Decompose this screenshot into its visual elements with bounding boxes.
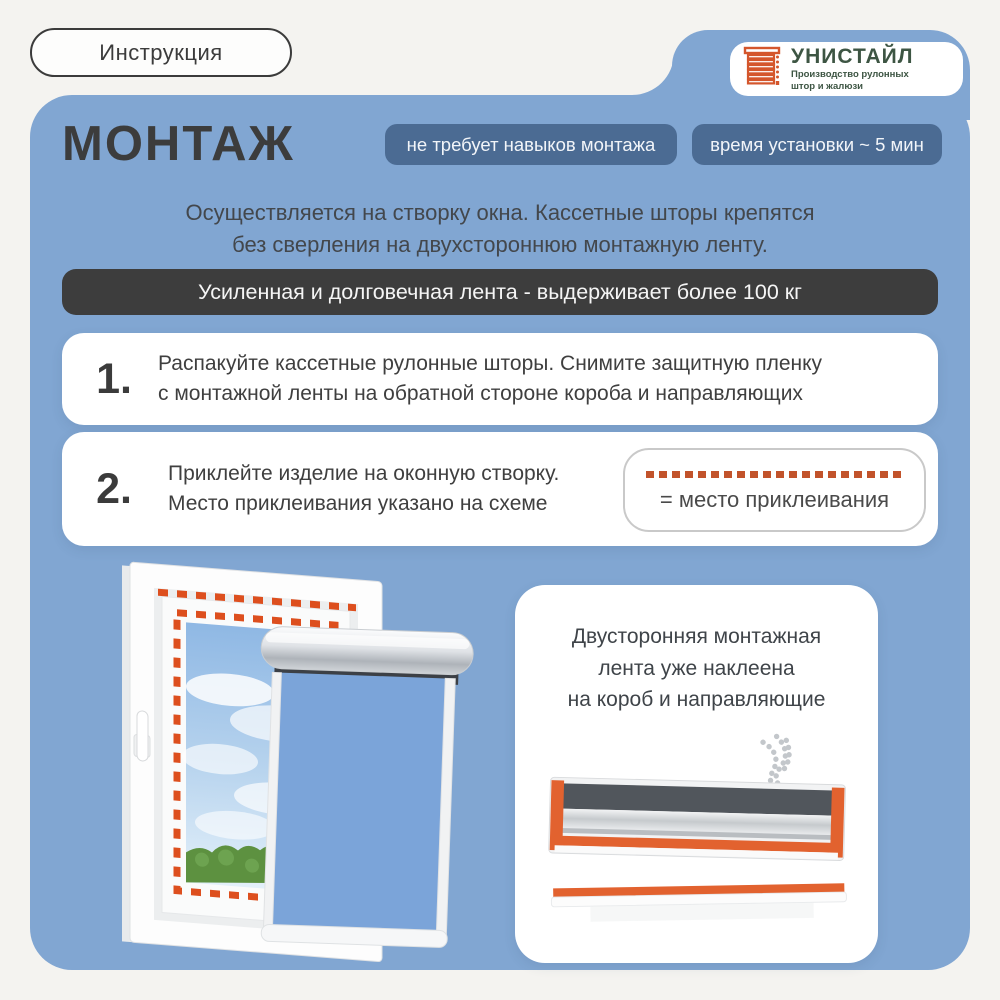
tape-note-text: [515, 621, 878, 716]
step-2-line-2: Место приклеивания указано на схеме: [168, 492, 548, 515]
instruction-label: Инструкция: [99, 39, 223, 65]
intro-paragraph: [80, 197, 920, 262]
step-2-number: 2.: [96, 464, 132, 513]
roller-blind: [251, 626, 474, 948]
badge-no-skills-label: не требует навыков монтажа: [406, 133, 656, 155]
step-1-number: 1.: [96, 354, 132, 403]
intro-line-2: без сверления на двухстороннюю монтажную ленту.: [232, 232, 768, 258]
tape-dash-line: [646, 471, 904, 478]
glue-legend-label: = место приклеивания: [659, 487, 890, 512]
tape-note-line-1: Двусторонняя монтажная: [571, 625, 822, 648]
brand-name: УНИСТАЙЛ: [791, 45, 914, 69]
step-2-text: [168, 459, 559, 520]
cassette-back-illustration: [532, 730, 862, 935]
instruction-pill: [30, 28, 292, 77]
guide-rail: [551, 883, 847, 922]
step-1-line-1: Распакуйте кассетные рулонные шторы. Снимите защитную пленку: [158, 351, 823, 375]
intro-line-1: Осуществляется на створку окна. Кассетные шторы крепятся: [185, 200, 815, 225]
step-2-line-1: Приклейте изделие на оконную створку.: [168, 461, 560, 485]
brand-subtitle-line2: штор и жалюзи: [791, 80, 864, 92]
glue-legend-box: [623, 448, 926, 532]
tape-note-line-2: лента уже наклеена: [598, 656, 795, 680]
brand-subtitle-line1: Производство рулонных: [791, 69, 909, 81]
badge-install-time-label: время установки ~ 5 мин: [710, 133, 924, 155]
cassette-housing: [548, 777, 845, 860]
step-1-card: [62, 333, 938, 425]
brand-logo: [730, 42, 963, 96]
step-1-line-2: с монтажной ленты на обратной стороне короба и направляющих: [158, 382, 803, 405]
tape-note-line-3: на короб и направляющие: [567, 688, 826, 711]
tape-strength-banner: [62, 269, 938, 315]
tape-note-card: [515, 585, 878, 963]
window-illustration: [100, 556, 525, 968]
badge-install-time: [692, 124, 942, 165]
tape-strength-text: Усиленная и долговечная лента - выдерживает более 100 кг: [197, 279, 803, 304]
page-title: МОНТАЖ: [62, 117, 295, 171]
step-1-text: [158, 349, 822, 410]
blinds-icon: [743, 46, 783, 93]
badge-no-skills: [385, 124, 677, 165]
